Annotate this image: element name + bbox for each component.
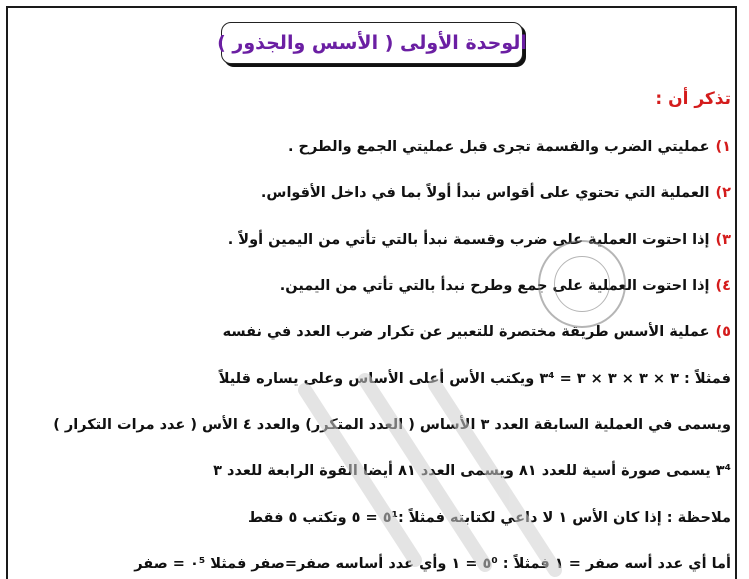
rule-item-1 — [288, 139, 731, 155]
school-stamp — [538, 240, 626, 328]
rule-item-4 — [280, 278, 731, 294]
rule-number: ٢) — [715, 185, 731, 201]
naming-line: ويسمى في العملية السابقة العدد ٣ الأساس ( العدد المتكرر) والعدد ٤ الأس ( عدد مرات التكرار ) — [53, 417, 731, 433]
rule-item-3 — [228, 232, 731, 248]
rule-item-2 — [261, 185, 731, 201]
rule-text: العملية التي تحتوي على أقواس نبدأ أولاً بما في داخل الأقواس. — [260, 185, 710, 201]
unit-title: الوحدة الأولى ( الأسس والجذور ) — [217, 32, 527, 54]
rule-text: إذا احتوت العملية على جمع وطرح نبدأ بالتي تأتي من اليمين. — [279, 278, 710, 294]
rule-text: عمليتي الضرب والقسمة تجرى قبل عمليتي الجمع والطرح . — [288, 139, 710, 155]
rule-number: ١) — [715, 139, 731, 155]
rule-number: ٣) — [715, 232, 731, 248]
unit-title-box — [217, 22, 527, 64]
example-line: فمثلاً : ٣ × ٣ × ٣ × ٣ = ٣⁴ ويكتب الأس أعلى الأساس وعلى يساره قليلاً — [218, 371, 731, 387]
rule-text: عملية الأسس طريقة مختصرة للتعبير عن تكرار ضرب العدد في نفسه — [222, 324, 710, 340]
stamp-inner-ring — [554, 256, 610, 312]
rule-text: إذا احتوت العملية على ضرب وقسمة نبدأ بالتي تأتي من اليمين أولاً . — [227, 232, 710, 248]
note-line: ملاحظة : إذا كان الأس ١ لا داعي لكتابته فمثلاً :٥¹ = ٥ وتكتب ٥ فقط — [248, 510, 731, 526]
zero-exponent-line: أما أي عدد أسه صفر = ١ فمثلاً : ٥⁰ = ١ وأي عدد أساسه صفر=صفر فمثلا ٠⁵ = صفر — [134, 556, 731, 572]
remember-heading: تذكر أن : — [655, 89, 731, 109]
power-form-line: ٣⁴ يسمى صورة أسية للعدد ٨١ ويسمى العدد ٨١ أيضا القوة الرابعة للعدد ٣ — [213, 463, 731, 479]
rule-number: ٥) — [715, 324, 731, 340]
rule-item-5 — [223, 324, 731, 340]
rule-number: ٤) — [715, 278, 731, 294]
